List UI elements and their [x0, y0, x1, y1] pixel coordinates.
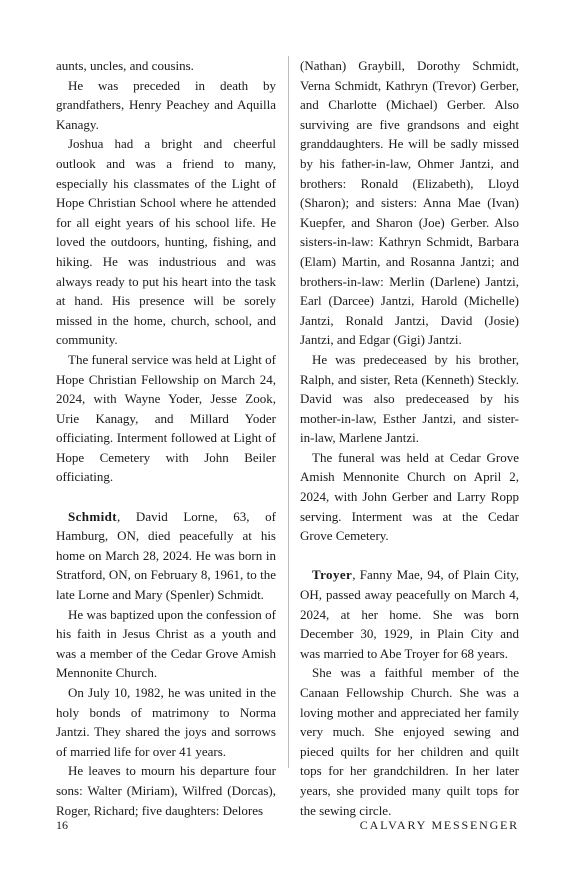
obituary-entry-start	[56, 507, 276, 605]
page-number: 16	[56, 818, 68, 832]
obituary-paragraph: On July 10, 1982, he was united in the holy bonds of matrimony to Norma Jantzi. They shared the joys and sorrows of married life for over 41 years.	[56, 685, 276, 759]
obituary-paragraph: (Nathan) Graybill, Dorothy Schmidt, Verna Schmidt, Kathryn (Trevor) Gerber, and Charlotte (Michael) Gerber. Also surviving are five grandsons and eight granddaughters. He will be sadly missed by his father-in-law, Ohmer Jantzi, and brothers: Ronald (Elizabeth), Lloyd (Sharon); and sisters: Anna Mae (Ivan) Kuepfer, and Sharon (Joe) Gerber. Also sisters-in-law: Kathryn Schmidt, Barbara (Elam) Martin, and Rosanna Jantzi; and brothers-in-law: Merlin (Darlene) Jantzi, Earl (Darcee) Jantzi, Harold (Michelle) Jantzi, Ronald Jantzi, David (Josie) Jantzi, and Edgar (Gigi) Jantzi.	[300, 58, 519, 348]
obituary-paragraph: He was predeceased by his brother, Ralph, and sister, Reta (Kenneth) Steckly. David was also predeceased by his mother-in-law, Esther Jantzi, and sister-in-law, Marlene Jantzi.	[300, 351, 519, 446]
obituary-paragraph: aunts, uncles, and cousins.	[56, 58, 194, 73]
column-divider	[288, 56, 289, 768]
obituary-paragraph: He was preceded in death by grandfathers, Henry Peachey and Aquilla Kanagy.	[56, 77, 276, 132]
obituary-name: Troyer	[312, 567, 353, 583]
obituary-paragraph: The funeral was held at Cedar Grove Amish Mennonite Church on April 2, 2024, with John Gerber and Larry Ropp serving. Interment was at the Cedar Grove Cemetery.	[300, 449, 519, 544]
obituary-name: Schmidt	[68, 508, 118, 524]
obituary-text: , Fanny Mae, 94, of Plain City, OH, passed away peacefully on March 4, 2024, at her home. She was born December 30, 1929, in Plain City and was married to Abe Troyer for 68 years.	[300, 567, 519, 661]
obituary-paragraph: She was a faithful member of the Canaan Fellowship Church. She was a loving mother and appreciated her family very much. She enjoyed sewing and pieced quilts for her children and quilt tops for her grandchildren. In her later years, she provided many quilt tops for the sewing circle.	[300, 665, 519, 818]
obituary-entry-start	[300, 565, 519, 663]
left-column	[56, 56, 276, 820]
obituary-paragraph: He was baptized upon the confession of his faith in Jesus Christ as a youth and was a member of the Cedar Grove Amish Mennonite Church.	[56, 606, 276, 681]
obituary-paragraph: Joshua had a bright and cheerful outlook and was a friend to many, especially his classmates of the Light of Hope Christian School where he attended for all eight years of his school life. He loved the outdoors, hunting, fishing, and hiking. He was industrious and was always ready to put his heart into the task at hand. His presence will be sorely missed in the home, church, school, and community.	[56, 136, 276, 348]
obituary-paragraph: He leaves to mourn his departure four sons: Walter (Miriam), Wilfred (Dorcas), Roger, Richard; five daughters: Delores	[56, 763, 276, 818]
obituary-paragraph: The funeral service was held at Light of Hope Christian Fellowship on March 24, 2024, with Wayne Yoder, Jesse Zook, Urie Kanagy, and Millard Yoder officiating. Interment followed at Light of Hope Cemetery with John Beiler officiating.	[56, 351, 276, 485]
right-column	[300, 56, 519, 820]
running-title: CALVARY MESSENGER	[359, 818, 519, 832]
obituary-text: , David Lorne, 63, of Hamburg, ON, died peacefully at his home on March 28, 2024. He was born in Stratford, ON, on February 8, 1961, to the late Lorne and Mary (Spenler) Schmidt.	[56, 508, 276, 603]
